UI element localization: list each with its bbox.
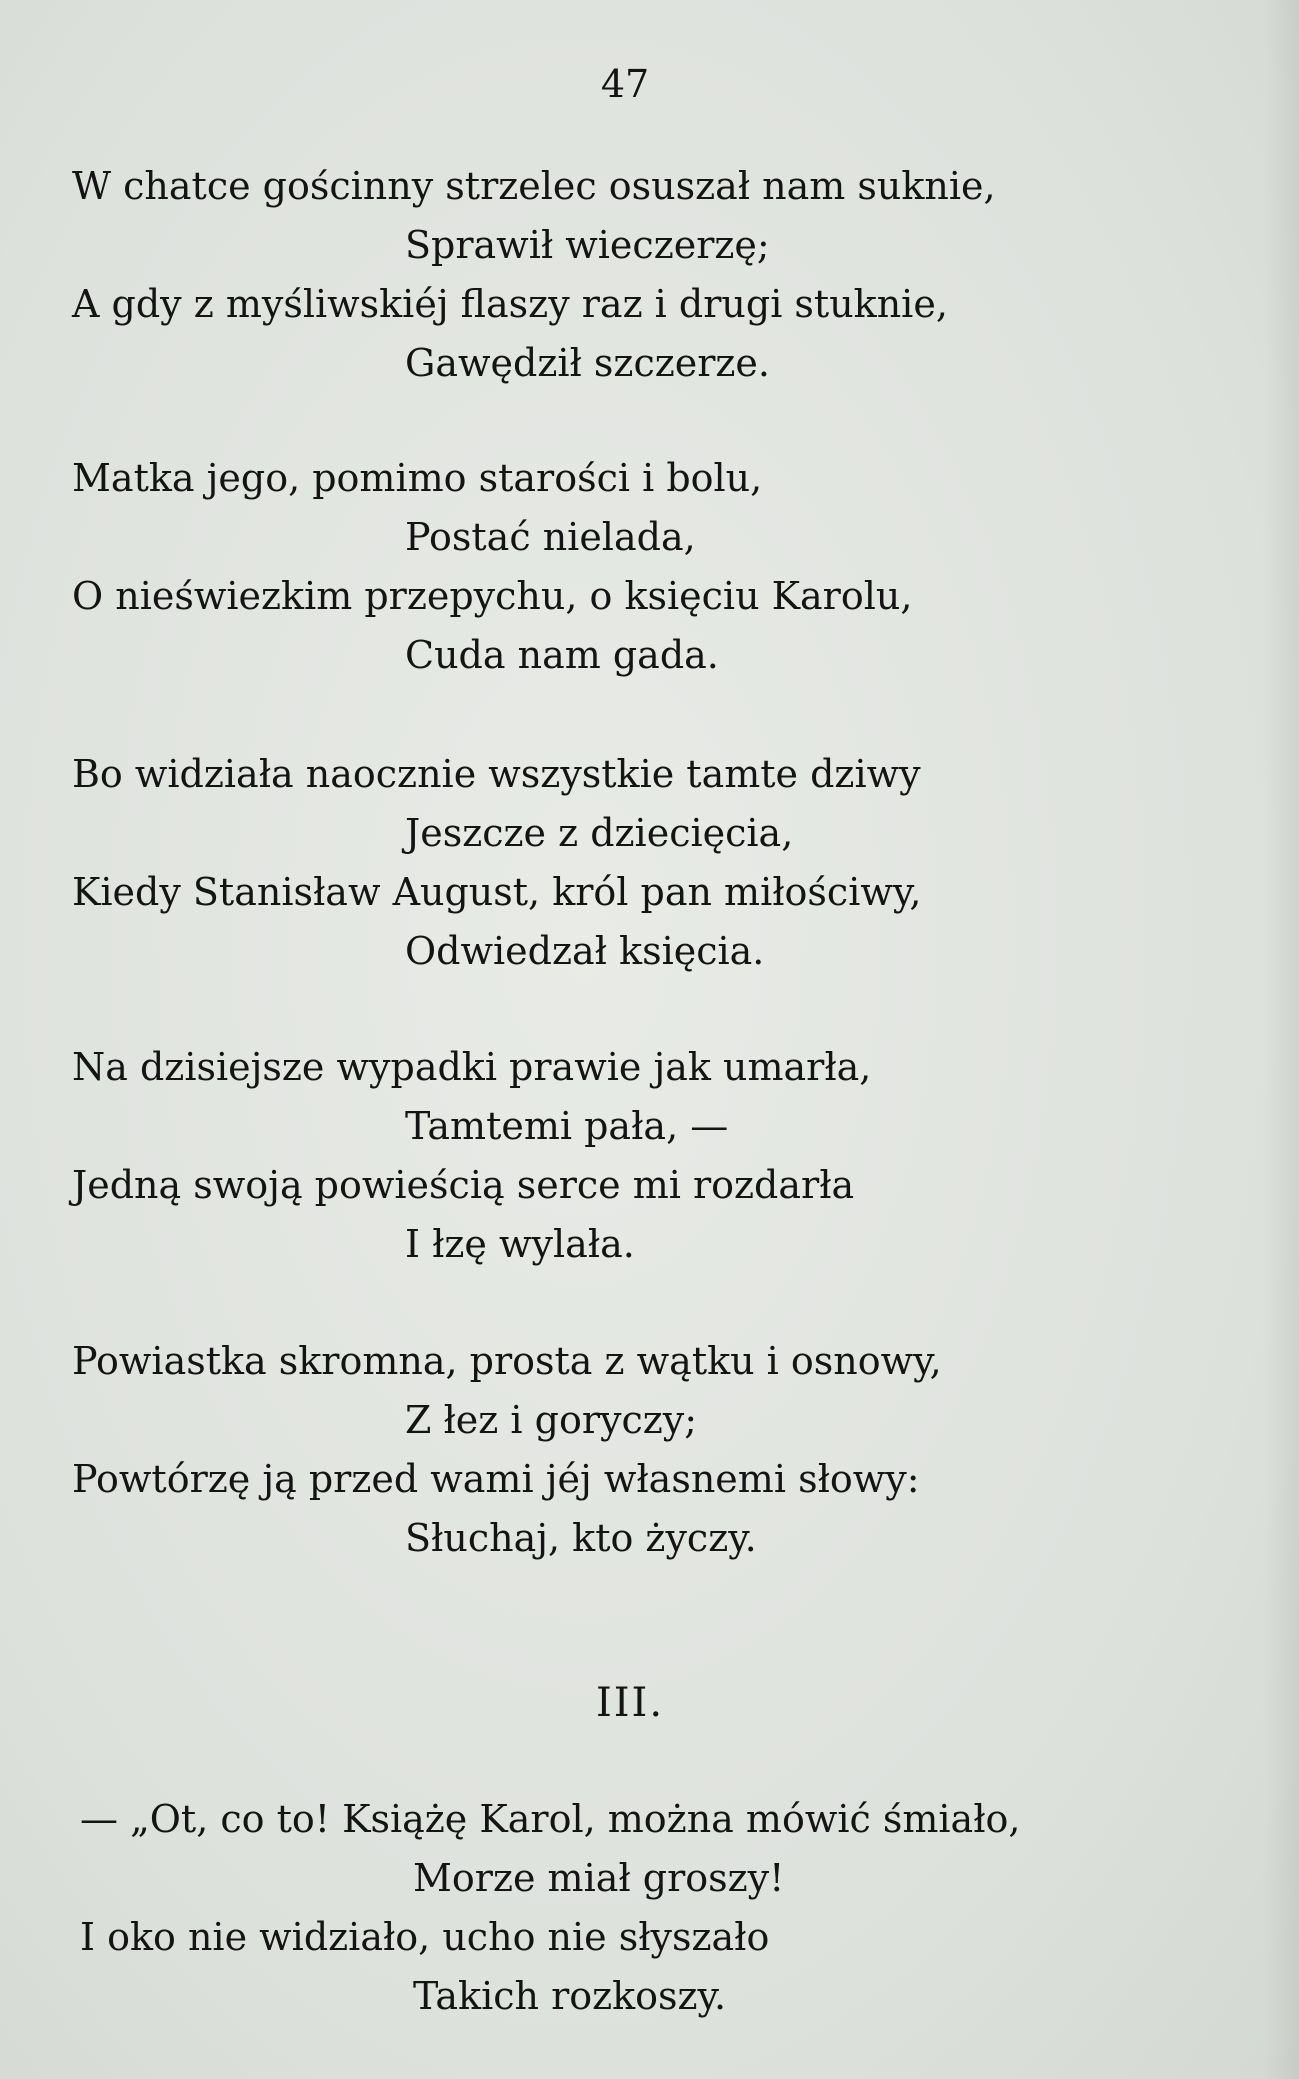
page-number: 47 [600,62,650,106]
verse-line: Tamtemi pała, — [405,1104,729,1148]
verse-line: Odwiedzał księcia. [405,929,765,973]
verse-line: Powtórzę ją przed wami jéj własnemi słowy: [72,1457,920,1501]
verse-line: Gawędził szczerze. [405,341,770,385]
verse-line: O nieświezkim przepychu, o księciu Karolu, [72,574,913,618]
verse-line: Z łez i goryczy; [405,1398,698,1442]
stanza-4 [72,1038,1172,1274]
verse-line: Morze miał groszy! [413,1856,785,1900]
verse-line: Słuchaj, kto życzy. [405,1516,757,1560]
verse-line: Takich rozkoszy. [413,1974,727,2018]
verse-line: Jedną swoją powieścią serce mi rozdarła [72,1163,855,1207]
verse-line: Cuda nam gada. [405,633,719,677]
verse-line: Kiedy Stanisław August, król pan miłościwy, [72,870,922,914]
verse-line: Matka jego, pomimo starości i bolu, [72,456,763,500]
stanza-1 [72,157,1172,393]
verse-line: I łzę wylała. [405,1222,635,1266]
verse-line: Postać nielada, [405,515,696,559]
verse-line: Bo widziała naocznie wszystkie tamte dziwy [72,752,921,796]
verse-line: Na dzisiejsze wypadki prawie jak umarła, [72,1045,872,1089]
verse-line: A gdy z myśliwskiéj flaszy raz i drugi stuknie, [72,282,948,326]
verse-line: I oko nie widziało, ucho nie słyszało [80,1915,770,1959]
stanza-5 [72,1332,1172,1568]
verse-line: — „Ot, co to! Książę Karol, można mówić śmiało, [80,1797,1021,1841]
stanza-3 [72,745,1172,981]
verse-line: Jeszcze z dziecięcia, [405,811,794,855]
verse-line: Sprawił wieczerzę; [405,223,770,267]
verse-line: W chatce gościnny strzelec osuszał nam suknie, [72,164,996,208]
section-heading: III. [595,1680,665,1726]
page-edge-shadow [1263,0,1299,2079]
stanza-6 [80,1790,1180,2026]
stanza-2 [72,449,1172,685]
verse-line: Powiastka skromna, prosta z wątku i osnowy, [72,1339,942,1383]
